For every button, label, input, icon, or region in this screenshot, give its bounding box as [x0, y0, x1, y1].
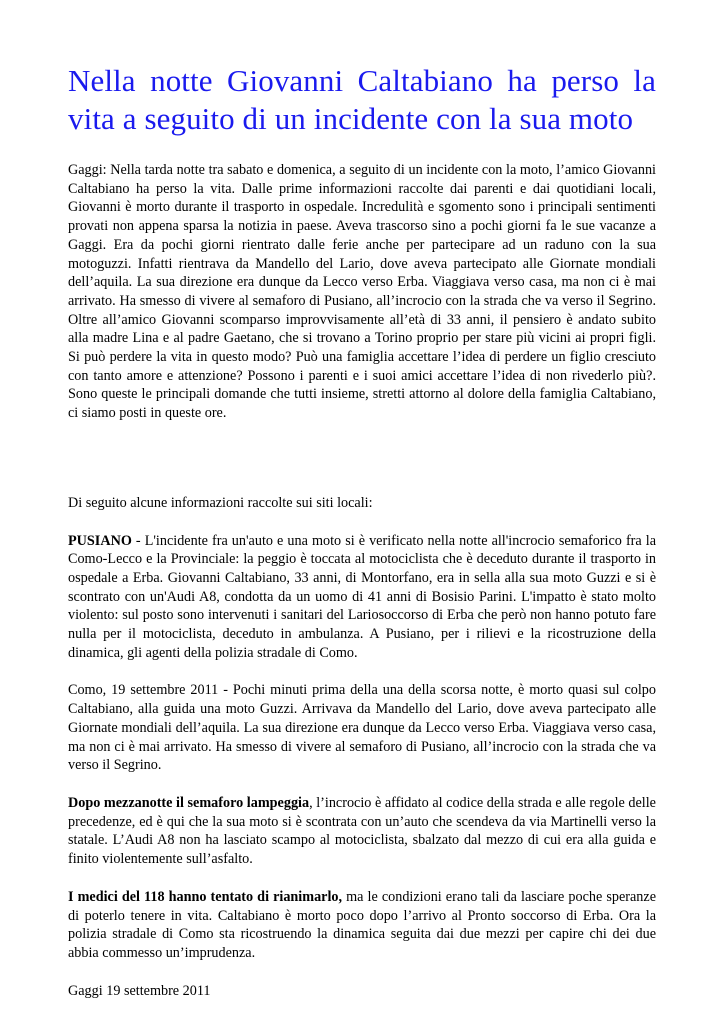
semaforo-paragraph	[68, 794, 656, 869]
pusiano-text: - L'incidente fra un'auto e una moto si è verificato nella notte all'incrocio semaforico fra la Como-Lecco e la Provinciale: la peggio è toccata al motociclista che è deceduto durante il trasporto in ospedale a Erba. Giovanni Caltabiano, 33 anni, di Montorfano, era in sella alla sua moto Guzzi e si è scontrato con un'Audi A8, condotta da un uomo di 41 anni di Bosisio Parini. L'impatto è stato molto violento: sul posto sono intervenuti i sanitari del Lariosoccorso di Erba che però non hanno potuto fare nulla per il motociclista, deceduto in ambulanza. A Pusiano, per i rilievi e la ricostruzione della dinamica, gli agenti della polizia stradale di Como.	[68, 532, 656, 661]
paragraph-spacer	[68, 869, 656, 888]
paragraph-spacer	[68, 963, 656, 982]
medici-heading: I medici del 118 hanno tentato di rianimarlo,	[68, 888, 343, 905]
pusiano-heading: PUSIANO	[68, 532, 132, 549]
paragraph-spacer	[68, 662, 656, 681]
como-paragraph: Como, 19 settembre 2011 - Pochi minuti prima della una della scorsa notte, è morto quasi sul colpo Caltabiano, alla guida una moto Guzzi. Arrivava da Mandello del Lario, dove aveva partecipato alle Giornate mondiali dell’aquila. La sua direzione era dunque da Lecco verso Erba. Viaggiava verso casa, ma non ci è mai arrivato. Ha smesso di vivere al semaforo di Pusiano, all’incrocio con la strada che va verso il Segrino.	[68, 682, 656, 774]
intro-paragraph: Gaggi: Nella tarda notte tra sabato e domenica, a seguito di un incidente con la moto, l’amico Giovanni Caltabiano ha perso la vita. Dalle prime informazioni raccolte dai parenti e dai quotidiani locali, Giovanni è morto durante il trasporto in ospedale. Incredulità e sgomento sono i principali sentimenti provati non appena sparsa la notizia in paese. Aveva trascorso sino a pochi giorni fa le sue vacanze a Gaggi. Era da pochi giorni rientrato dalle ferie anche per partecipare ad un raduno con la sua motoguzzi. Infatti rientrava da Mandello del Lario, dove aveva partecipato alle Giornate mondiali dell’aquila. La sua direzione era dunque da Lecco verso Erba. Viaggiava verso casa, ma non ci è mai arrivato. Ha smesso di vivere al semaforo di Pusiano, all’incrocio con la strada che va verso il Segrino. Oltre all’amico Giovanni scomparso improvvisamente all’età di 33 anni, il pensiero è andato subito alla madre Lina e al padre Gaetano, che si trovano a Torino proprio per stare più vicini ai propri figli. Si può perdere la vita in questo modo? Può una famiglia accettare l’idea di perdere un figlio cresciuto con tanto amore e attenzione? Possono i parenti e i suoi amici accettare l’idea di non rivederlo più?. Sono queste le principali domande che tutti insieme, stretti attorno al dolore della famiglia Caltabiano, ci siamo posti in queste ore.	[68, 162, 656, 422]
section-spacer	[68, 423, 656, 494]
sources-intro: Di seguito alcune informazioni raccolte sui siti locali:	[68, 494, 373, 511]
article-title: Nella notte Giovanni Caltabiano ha perso la vita a seguito di un incidente con la sua moto	[68, 63, 656, 136]
medici-text: ma le condizioni erano tali da lasciare poche speranze di poterlo tenere in vita. Caltabiano è morto poco dopo l’arrivo al Pronto soccorso di Erba. Ora la polizia stradale di Como sta ricostruendo la dinamica seguita dai due mezzi per capire chi dei due abbia commesso un’imprudenza.	[68, 888, 656, 961]
semaforo-heading: Dopo mezzanotte il semaforo lampeggia	[68, 794, 310, 811]
semaforo-text: , l’incrocio è affidato al codice della strada e alle regole delle precedenze, ed è qui che la sua moto si è scontrata con un’auto che scendeva da via Martinelli verso la statale. L’Audi A8 non ha lasciato scampo al motociclista, sbalzato dal mezzo di cui era alla guida e finito violentemente sull’asfalto.	[68, 794, 656, 868]
paragraph-spacer	[68, 775, 656, 794]
paragraph-spacer	[68, 513, 656, 532]
medici-paragraph	[68, 888, 656, 963]
document-page	[68, 62, 656, 1000]
pusiano-paragraph	[68, 532, 656, 663]
signature-date: Gaggi 19 settembre 2011	[68, 982, 211, 999]
